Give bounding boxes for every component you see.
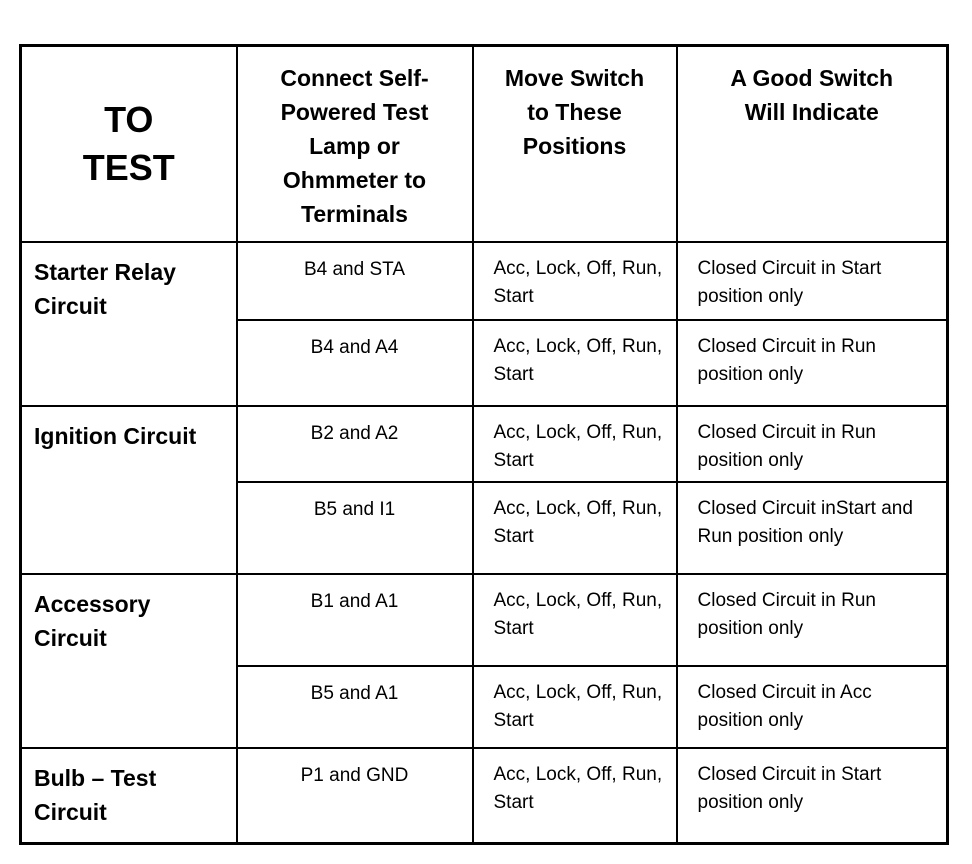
positions-cell: Acc, Lock, Off, Run, Start — [473, 406, 677, 482]
header-positions — [473, 46, 677, 242]
header-row — [21, 46, 948, 242]
terminals-cell: P1 and GND — [237, 748, 473, 844]
header-to-test — [21, 46, 237, 242]
indication-cell: Closed Circuit inStart and Run position only — [677, 482, 948, 574]
circuit-name: Starter Relay Circuit — [21, 242, 237, 406]
indication-cell: Closed Circuit in Start position only — [677, 242, 948, 320]
indication-cell: Closed Circuit in Start position only — [677, 748, 948, 844]
positions-cell: Acc, Lock, Off, Run, Start — [473, 666, 677, 748]
header-indicate-text: A Good Switch Will Indicate — [730, 65, 894, 125]
circuit-name: Accessory Circuit — [21, 574, 237, 748]
ignition-switch-test-table — [19, 44, 949, 845]
circuit-name: Bulb – Test Circuit — [21, 748, 237, 844]
header-terminals — [237, 46, 473, 242]
indication-cell: Closed Circuit in Acc position only — [677, 666, 948, 748]
table-row — [21, 574, 948, 666]
header-positions-text: Move Switch to These Positions — [504, 65, 645, 159]
indication-cell: Closed Circuit in Run position only — [677, 574, 948, 666]
circuit-name: Ignition Circuit — [21, 406, 237, 574]
table-row — [21, 748, 948, 844]
positions-cell: Acc, Lock, Off, Run, Start — [473, 482, 677, 574]
positions-cell: Acc, Lock, Off, Run, Start — [473, 242, 677, 320]
positions-cell: Acc, Lock, Off, Run, Start — [473, 574, 677, 666]
terminals-cell: B1 and A1 — [237, 574, 473, 666]
header-terminals-text: Connect Self- Powered Test Lamp or Ohmmeter to Terminals — [280, 65, 429, 227]
table-row — [21, 406, 948, 482]
header-to-test-line: TO — [104, 98, 154, 140]
table-row — [21, 242, 948, 320]
terminals-cell: B5 and I1 — [237, 482, 473, 574]
positions-cell: Acc, Lock, Off, Run, Start — [473, 320, 677, 406]
indication-cell: Closed Circuit in Run position only — [677, 320, 948, 406]
terminals-cell: B5 and A1 — [237, 666, 473, 748]
terminals-cell: B2 and A2 — [237, 406, 473, 482]
indication-cell: Closed Circuit in Run position only — [677, 406, 948, 482]
terminals-cell: B4 and A4 — [237, 320, 473, 406]
terminals-cell: B4 and STA — [237, 242, 473, 320]
header-to-test-line: TEST — [82, 146, 175, 188]
positions-cell: Acc, Lock, Off, Run, Start — [473, 748, 677, 844]
header-indicate — [677, 46, 948, 242]
